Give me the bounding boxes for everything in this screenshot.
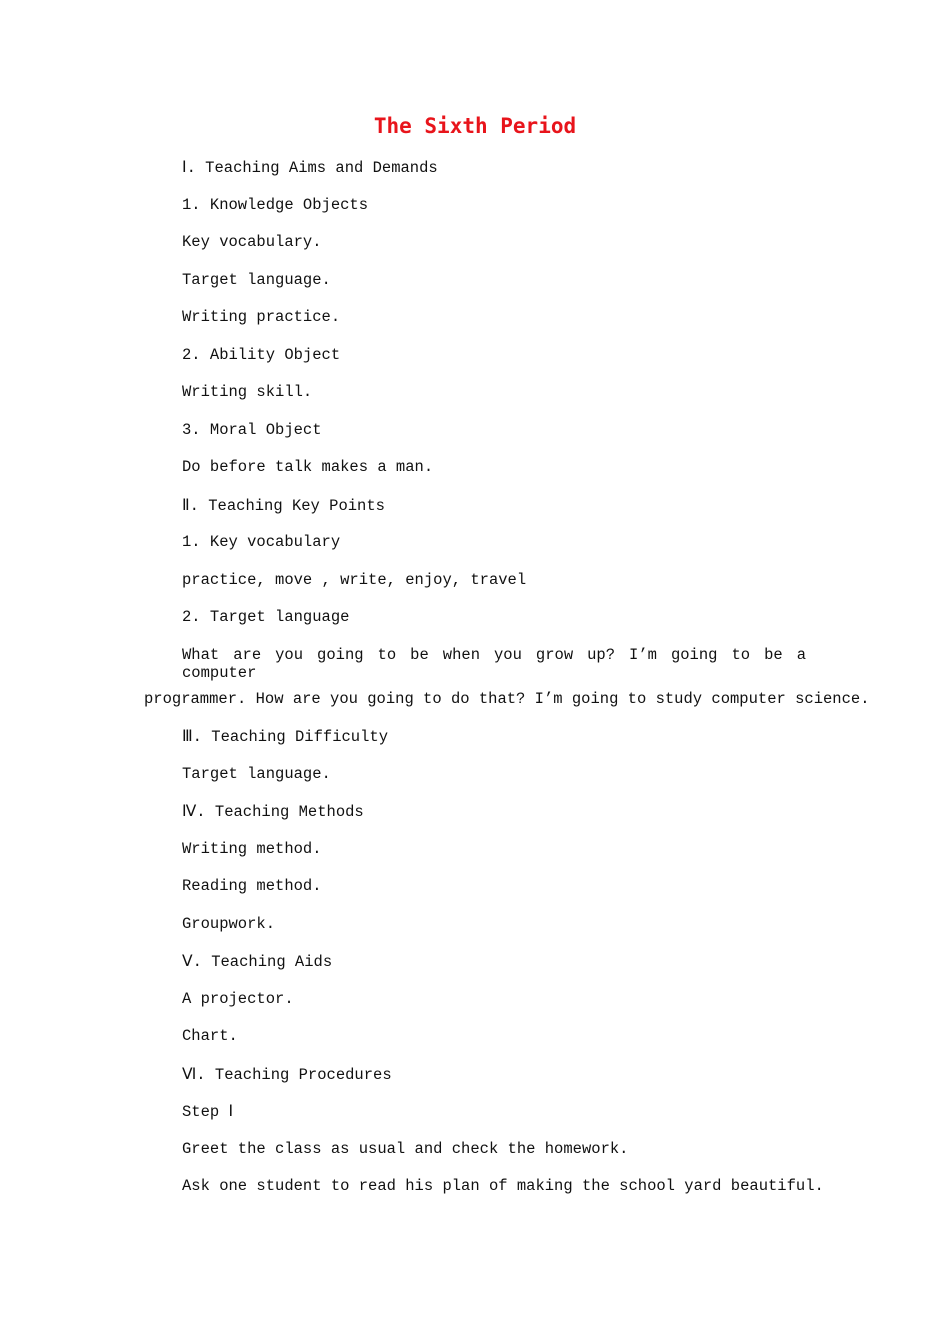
text-line: Greet the class as usual and check the homework. bbox=[182, 1140, 629, 1158]
subheading-step-1: Step Ⅰ bbox=[182, 1103, 234, 1121]
page-title: The Sixth Period bbox=[373, 114, 577, 138]
subheading-target-language: 2. Target language bbox=[182, 608, 350, 626]
subheading-ability-object: 2. Ability Object bbox=[182, 346, 341, 364]
text-line: Groupwork. bbox=[182, 915, 276, 933]
text-line: practice, move , write, enjoy, travel bbox=[182, 571, 527, 589]
text-line: Target language. bbox=[182, 765, 331, 783]
subheading-knowledge-objects: 1. Knowledge Objects bbox=[182, 196, 369, 214]
section-heading-aims: Ⅰ. Teaching Aims and Demands bbox=[182, 159, 438, 177]
text-line: Reading method. bbox=[182, 877, 322, 895]
paragraph-line: programmer. How are you going to do that? I’m going to study computer science. bbox=[144, 690, 870, 708]
subheading-moral-object: 3. Moral Object bbox=[182, 421, 322, 439]
text-line: Writing method. bbox=[182, 840, 322, 858]
text-line: Ask one student to read his plan of making the school yard beautiful. bbox=[182, 1177, 824, 1195]
section-heading-aids: Ⅴ. Teaching Aids bbox=[182, 953, 333, 971]
subheading-key-vocabulary: 1. Key vocabulary bbox=[182, 533, 341, 551]
section-heading-key-points: Ⅱ. Teaching Key Points bbox=[182, 497, 385, 515]
paragraph-line: What are you going to be when you grow up? I’m going to be a computer bbox=[182, 646, 806, 682]
text-line: Writing skill. bbox=[182, 383, 313, 401]
text-line: Target language. bbox=[182, 271, 331, 289]
text-line: Key vocabulary. bbox=[182, 233, 322, 251]
text-line: Writing practice. bbox=[182, 308, 341, 326]
section-heading-methods: Ⅳ. Teaching Methods bbox=[182, 803, 364, 821]
text-line: Chart. bbox=[182, 1027, 238, 1045]
text-line: Do before talk makes a man. bbox=[182, 458, 434, 476]
section-heading-difficulty: Ⅲ. Teaching Difficulty bbox=[182, 728, 389, 746]
text-line: A projector. bbox=[182, 990, 294, 1008]
section-heading-procedures: Ⅵ. Teaching Procedures bbox=[182, 1066, 392, 1084]
